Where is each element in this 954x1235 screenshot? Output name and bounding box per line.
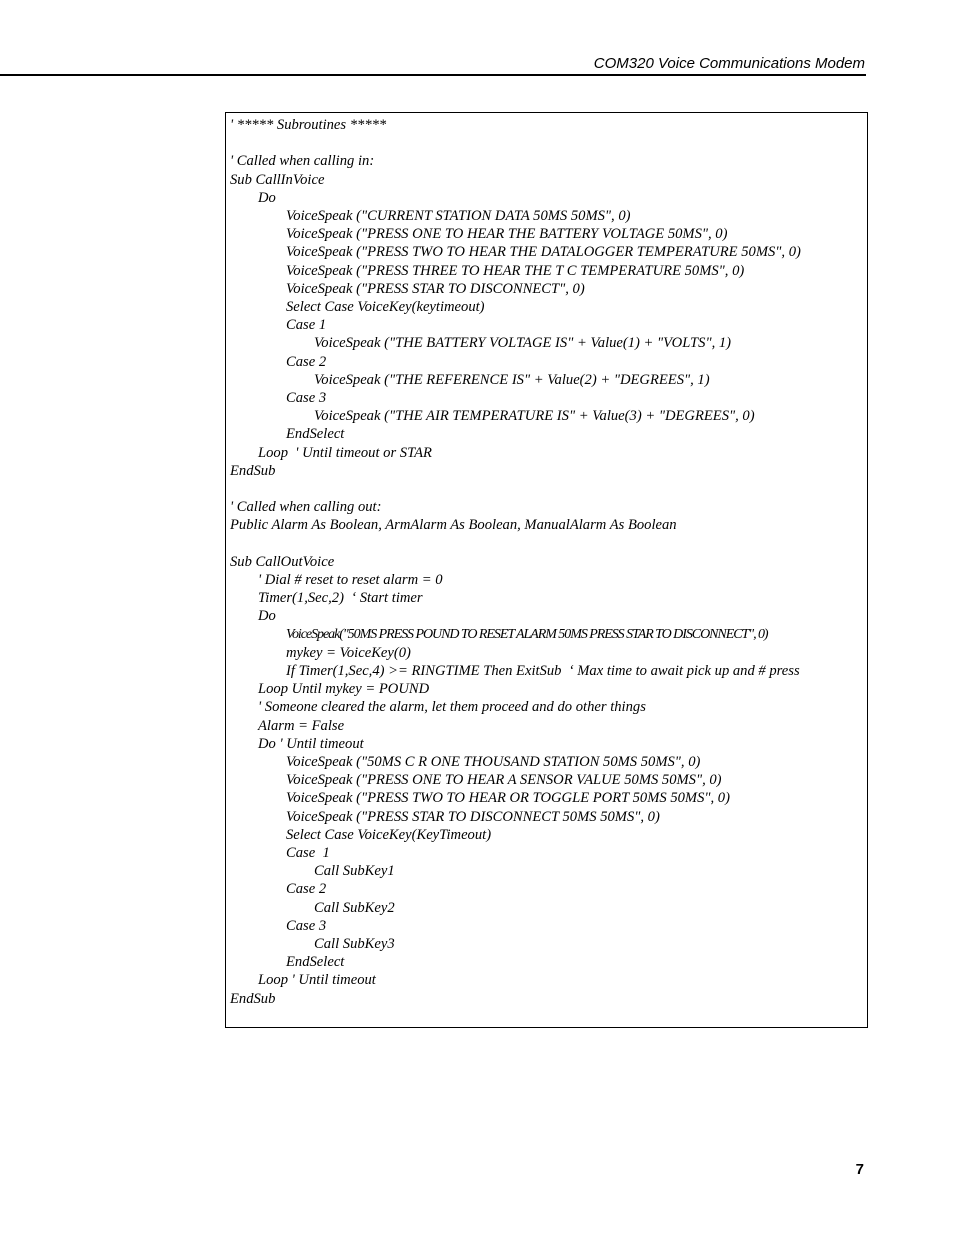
code-line: Case 3 [286,390,327,406]
code-line: Timer(1,Sec,2) ‘ Start timer [258,590,423,607]
code-line: Loop Until mykey = POUND [258,681,430,698]
code-line: ' ***** Subroutines ***** [230,117,387,133]
code-line: Case 1 [286,845,330,861]
code-line: VoiceSpeak ("PRESS ONE TO HEAR THE BATTERY VOLTAGE 50MS", 0) [286,226,728,243]
code-line: VoiceSpeak ("THE REFERENCE IS" + Value(2) + "DEGREES", 1) [314,371,710,388]
code-line: Call SubKey3 [314,936,395,952]
code-line: VoiceSpeak ("PRESS TWO TO HEAR OR TOGGLE PORT 50MS 50MS", 0) [286,790,730,807]
code-line: Do [258,189,276,206]
code-line: Loop ' Until timeout or STAR [258,444,432,461]
code-line: Case 2 [286,881,327,898]
code-line: VoiceSpeak ("THE BATTERY VOLTAGE IS" + Value(1) + "VOLTS", 1) [314,335,732,352]
code-line: Loop ' Until timeout [258,972,376,989]
code-line: ' Called when calling out: [230,499,382,516]
code-line: VoiceSpeak ("PRESS ONE TO HEAR A SENSOR VALUE 50MS 50MS", 0) [286,772,722,789]
code-line: ' Dial # reset to reset alarm = 0 [258,572,443,588]
code-line: If Timer(1,Sec,4) >= RINGTIME Then ExitSub ‘ Max time to await pick up and # press [286,663,800,679]
code-line: VoiceSpeak ("PRESS TWO TO HEAR THE DATALOGGER TEMPERATURE 50MS", 0) [286,244,801,261]
code-line: ' Someone cleared the alarm, let them proceed and do other things [258,699,646,716]
code-line: ' Called when calling in: [230,153,375,170]
code-line: Select Case VoiceKey(KeyTimeout) [286,826,492,843]
code-line: EndSub [230,990,276,1007]
code-line: EndSub [230,462,276,479]
page-number: 7 [855,1161,864,1178]
code-line: Call SubKey2 [314,899,395,916]
code-line: EndSelect [286,954,345,971]
code-line: Do ' Until timeout [258,735,364,752]
code-line: EndSelect [286,426,345,443]
code-line: Alarm = False [258,717,345,734]
code-line: Case 2 [286,353,327,370]
code-line: VoiceSpeak ("PRESS STAR TO DISCONNECT 50MS 50MS", 0) [286,808,660,825]
code-line: mykey = VoiceKey(0) [286,644,411,661]
code-line: VoiceSpeak ("PRESS THREE TO HEAR THE T C TEMPERATURE 50MS", 0) [286,262,745,279]
code-line: VoiceSpeak ("50MS C R ONE THOUSAND STATION 50MS 50MS", 0) [286,754,701,770]
code-line: Case 3 [286,917,327,934]
code-line: Case 1 [286,317,327,334]
code-line: VoiceSpeak("50MS PRESS POUND TO RESET ALARM 50MS PRESS STAR TO DISCONNECT", 0) [286,626,768,642]
code-line: Sub CallOutVoice [230,553,335,570]
code-line: Call SubKey1 [314,863,395,880]
code-line: VoiceSpeak ("PRESS STAR TO DISCONNECT", 0) [286,280,585,297]
header-divider [0,74,866,76]
code-line: Do [258,608,276,625]
document-header-title: COM320 Voice Communications Modem [593,55,865,72]
code-line: Sub CallInVoice [230,171,325,188]
code-line: VoiceSpeak ("THE AIR TEMPERATURE IS" + Value(3) + "DEGREES", 0) [314,408,755,425]
code-listing-box [225,112,868,1028]
code-line: VoiceSpeak ("CURRENT STATION DATA 50MS 50MS", 0) [286,208,631,224]
code-line: Public Alarm As Boolean, ArmAlarm As Boolean, ManualAlarm As Boolean [230,517,677,534]
code-line: Select Case VoiceKey(keytimeout) [286,299,485,315]
